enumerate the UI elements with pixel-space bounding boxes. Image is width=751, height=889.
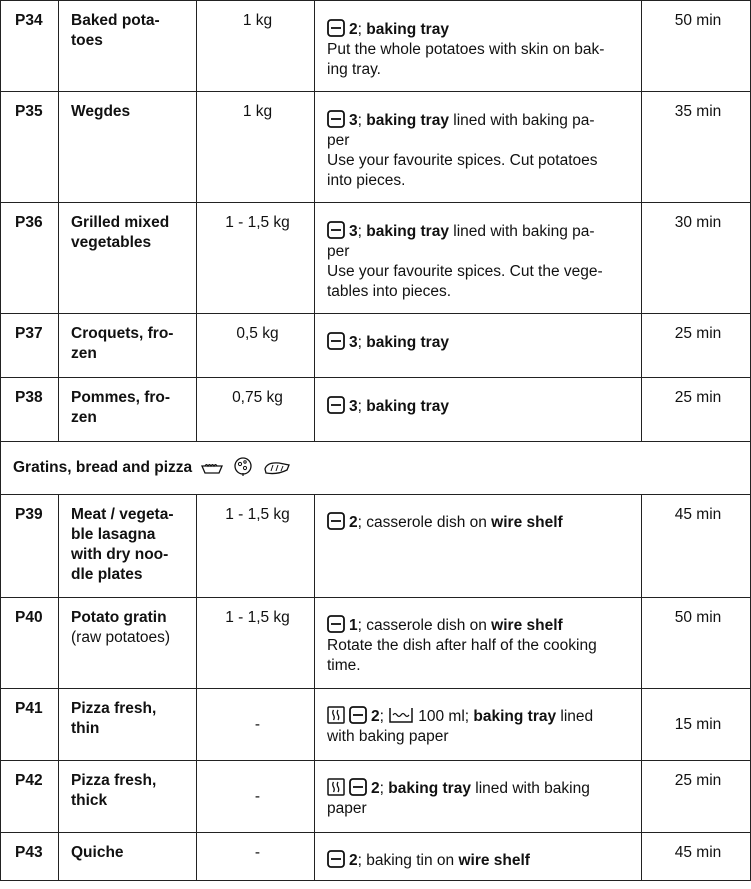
water-tank-icon (388, 706, 414, 724)
table-row (1, 761, 751, 833)
bottom-heat-fan-icon (327, 615, 345, 633)
bottom-heat-fan-icon (327, 110, 345, 128)
food-name-line: Pizza fresh, (71, 700, 157, 717)
food-name (59, 598, 197, 689)
shelf-level: 2 (371, 708, 380, 725)
programme-code: P42 (1, 761, 59, 833)
programme-code: P40 (1, 598, 59, 689)
food-name-line: zen (71, 409, 97, 426)
accessory: wire shelf (458, 852, 530, 869)
food-name-line: zen (71, 345, 97, 362)
accessory-detail: paper (327, 800, 367, 817)
instructions: 2; 100 ml; baking tray lined with baking paper (315, 689, 642, 761)
programme-code: P36 (1, 203, 59, 314)
table-row (1, 314, 751, 378)
programme-code: P41 (1, 689, 59, 761)
note-line: into pieces. (327, 172, 406, 189)
quantity: 0,5 kg (197, 314, 315, 378)
food-name (59, 314, 197, 378)
cooking-time: 50 min (642, 1, 751, 92)
accessory: baking tray (366, 334, 449, 351)
gratin-dish-icon (200, 460, 224, 476)
cooking-time: 15 min (642, 689, 751, 761)
accessory: wire shelf (491, 617, 563, 634)
quantity: 1 - 1,5 kg (197, 203, 315, 314)
section-title: Gratins, bread and pizza (13, 459, 193, 476)
food-name: Quiche (59, 833, 197, 881)
food-name-line: ble lasagna (71, 526, 156, 543)
shelf-level: 2 (371, 780, 380, 797)
quantity: - (197, 833, 315, 881)
programme-code: P38 (1, 378, 59, 442)
accessory-detail: lined with baking pa- (448, 223, 595, 240)
table-row (1, 1, 751, 92)
food-name-line: Pommes, fro- (71, 389, 171, 406)
quantity: 1 kg (197, 92, 315, 203)
accessory: baking tray (366, 112, 449, 129)
note-line: Rotate the dish after half of the cooking (327, 637, 597, 654)
programme-code: P43 (1, 833, 59, 881)
cooking-time: 30 min (642, 203, 751, 314)
quantity: - (197, 761, 315, 833)
accessory-detail: ; casserole dish on (357, 617, 492, 634)
shelf-level: 3 (349, 334, 358, 351)
food-name-line: Pizza fresh, (71, 772, 157, 789)
instructions: 3; baking tray (315, 378, 642, 442)
bread-icon (263, 460, 291, 476)
food-name-line: thick (71, 792, 108, 809)
bottom-heat-fan-icon (349, 778, 367, 796)
food-name-line: Grilled mixed (71, 214, 170, 231)
note-line: tables into pieces. (327, 283, 452, 300)
shelf-level: 2 (349, 21, 358, 38)
accessory-detail: ; casserole dish on (357, 514, 492, 531)
instructions: 2; baking tray lined with baking paper (315, 761, 642, 833)
bottom-heat-fan-icon (327, 19, 345, 37)
instructions (315, 495, 642, 598)
shelf-level: 3 (349, 223, 358, 240)
steam-heat-icon (327, 706, 345, 724)
cooking-time: 25 min (642, 761, 751, 833)
accessory: baking tray (388, 780, 471, 797)
food-name (59, 1, 197, 92)
programme-code: P34 (1, 1, 59, 92)
food-name-line: with dry noo- (71, 546, 169, 563)
instructions: 3; baking tray lined with baking pa- per Use your favourite spices. Cut the vege- tables into pieces. (315, 203, 642, 314)
cooking-time: 25 min (642, 314, 751, 378)
food-name (59, 378, 197, 442)
table-row (1, 598, 751, 689)
food-name (59, 761, 197, 833)
section-header (1, 442, 751, 495)
food-name-line: thin (71, 720, 100, 737)
instructions: 2; baking tray Put the whole potatoes with skin on bak- ing tray. (315, 1, 642, 92)
pizza-icon (233, 456, 255, 476)
instructions: 3; baking tray lined with baking pa- per Use your favourite spices. Cut potatoes into pieces. (315, 92, 642, 203)
accessory-detail: per (327, 132, 350, 149)
instructions: 3; baking tray (315, 314, 642, 378)
note-line: time. (327, 657, 361, 674)
food-name-sub: (raw potatoes) (71, 629, 171, 646)
accessory-detail: lined with baking pa- (448, 112, 595, 129)
accessory: baking tray (366, 223, 449, 240)
table-row (1, 495, 751, 598)
food-name-line: toes (71, 32, 103, 49)
instructions (315, 598, 642, 689)
accessory-detail: ; baking tin on (357, 852, 459, 869)
food-name-line: Baked pota- (71, 12, 160, 29)
quantity: 0,75 kg (197, 378, 315, 442)
food-name: Wegdes (59, 92, 197, 203)
cooking-time: 25 min (642, 378, 751, 442)
shelf-level: 3 (349, 398, 358, 415)
accessory: wire shelf (491, 514, 563, 531)
cooking-time: 45 min (642, 833, 751, 881)
accessory: baking tray (473, 708, 557, 725)
note-line: Use your favourite spices. Cut the vege- (327, 263, 603, 280)
shelf-level: 2 (349, 852, 358, 869)
table-row (1, 833, 751, 881)
bottom-heat-fan-icon (349, 706, 367, 724)
programme-code: P35 (1, 92, 59, 203)
water-amount: 100 ml (418, 708, 465, 725)
accessory-detail: per (327, 243, 350, 260)
bottom-heat-fan-icon (327, 512, 345, 530)
table-row (1, 203, 751, 314)
programme-code: P39 (1, 495, 59, 598)
accessory-detail: with baking paper (327, 728, 449, 745)
quantity: 1 - 1,5 kg (197, 598, 315, 689)
food-name-line: dle plates (71, 566, 143, 583)
bottom-heat-fan-icon (327, 332, 345, 350)
steam-heat-icon (327, 778, 345, 796)
food-name (59, 689, 197, 761)
table-row (1, 689, 751, 761)
accessory-detail: lined with baking (470, 780, 590, 797)
food-name-line: Croquets, fro- (71, 325, 174, 342)
bottom-heat-fan-icon (327, 850, 345, 868)
shelf-level: 3 (349, 112, 358, 129)
food-name (59, 495, 197, 598)
accessory-detail: lined (556, 708, 594, 725)
table-row (1, 92, 751, 203)
accessory: baking tray (366, 398, 449, 415)
instructions (315, 833, 642, 881)
quantity: 1 - 1,5 kg (197, 495, 315, 598)
food-name-line: vegetables (71, 234, 152, 251)
note-line: Put the whole potatoes with skin on bak- (327, 41, 605, 58)
cooking-time: 35 min (642, 92, 751, 203)
cooking-time: 45 min (642, 495, 751, 598)
bottom-heat-fan-icon (327, 221, 345, 239)
quantity: 1 kg (197, 1, 315, 92)
accessory: baking tray (366, 21, 449, 38)
food-name (59, 203, 197, 314)
programme-code: P37 (1, 314, 59, 378)
table-row (1, 378, 751, 442)
food-name-line: Potato gratin (71, 609, 167, 626)
cooking-time: 50 min (642, 598, 751, 689)
bottom-heat-fan-icon (327, 396, 345, 414)
shelf-level: 1 (349, 617, 358, 634)
quantity: - (197, 689, 315, 761)
note-line: ing tray. (327, 61, 381, 78)
shelf-level: 2 (349, 514, 358, 531)
note-line: Use your favourite spices. Cut potatoes (327, 152, 598, 169)
section-header-row (1, 442, 751, 495)
food-name-line: Meat / vegeta- (71, 506, 174, 523)
